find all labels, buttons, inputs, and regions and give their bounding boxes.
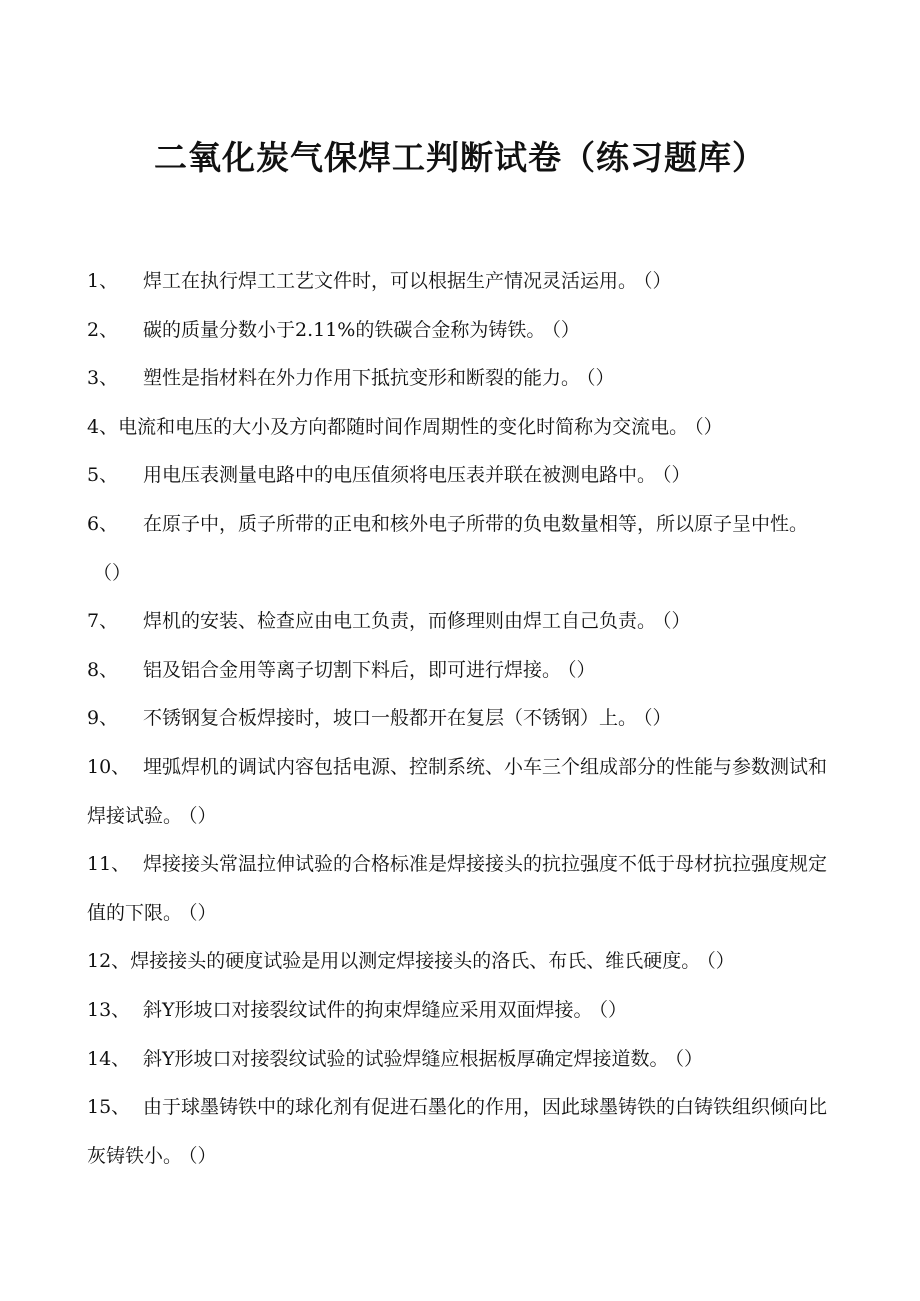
question-number: 9、	[87, 707, 119, 730]
answer-blank: （）	[706, 950, 735, 973]
answer-blank: （）	[188, 1144, 217, 1167]
question-item	[87, 1035, 832, 1084]
answer-blank: （）	[643, 707, 672, 730]
question-item	[87, 306, 832, 355]
question-number: 2、	[87, 318, 119, 341]
question-number: 7、	[87, 610, 119, 633]
question-item	[87, 500, 832, 597]
page-title: 二氧化炭气保焊工判断试卷（练习题库）	[154, 138, 766, 177]
question-item	[87, 986, 832, 1035]
question-text: 埋弧焊机的调试内容包括电源、控制系统、小车三个组成部分的性能与参数测试和焊接试验。	[87, 755, 828, 827]
answer-blank: （）	[551, 318, 580, 341]
question-number: 15、	[87, 1096, 131, 1119]
answer-blank: （）	[93, 561, 132, 584]
question-number: 6、	[87, 512, 119, 535]
answer-blank: （）	[567, 658, 596, 681]
answer-blank: （）	[598, 998, 628, 1021]
answer-blank: （）	[674, 1047, 704, 1070]
question-text: 碳的质量分数小于2.11%的铁碳合金称为铸铁。	[143, 318, 546, 341]
question-number: 5、	[87, 464, 119, 487]
question-list	[87, 257, 832, 1180]
question-item	[87, 743, 832, 840]
answer-blank: （）	[662, 464, 691, 487]
answer-blank: （）	[694, 415, 723, 438]
question-number: 13、	[87, 998, 131, 1021]
question-text: 铝及铝合金用等离子切割下料后，即可进行焊接。	[143, 658, 562, 681]
question-item	[87, 646, 832, 695]
question-text: 焊接接头的硬度试验是用以测定焊接接头的洛氏、布氏、维氏硬度。	[130, 950, 701, 973]
question-number: 4、	[87, 415, 119, 438]
question-item	[87, 840, 832, 937]
answer-blank: （）	[643, 270, 672, 292]
answer-blank: （）	[188, 804, 217, 827]
question-text: 电流和电压的大小及方向都随时间作周期性的变化时简称为交流电。	[118, 415, 689, 438]
question-item	[87, 403, 832, 452]
question-text: 焊机的安装、检查应由电工负责，而修理则由焊工自己负责。	[143, 610, 657, 633]
answer-blank: （）	[662, 610, 691, 633]
question-item	[87, 937, 832, 986]
question-item	[87, 597, 832, 646]
question-item	[87, 694, 832, 743]
question-item	[87, 1083, 832, 1180]
question-item	[87, 257, 832, 306]
question-text: 在原子中，质子所带的正电和核外电子所带的负电数量相等，所以原子呈中性。	[143, 512, 809, 535]
question-number: 14、	[87, 1047, 131, 1070]
question-text: 用电压表测量电路中的电压值须将电压表并联在被测电路中。	[143, 464, 657, 487]
question-text: 斜Y形坡口对接裂纹试验的试验焊缝应根据板厚确定焊接道数。	[143, 1047, 669, 1070]
question-text: 由于球墨铸铁中的球化剂有促进石墨化的作用，因此球墨铸铁的白铸铁组织倾向比灰铸铁小。	[87, 1096, 828, 1167]
question-item	[87, 354, 832, 403]
question-text: 焊接接头常温拉伸试验的合格标准是焊接接头的抗拉强度不低于母材抗拉强度规定值的下限。	[87, 853, 828, 924]
question-number: 11、	[87, 853, 131, 876]
answer-blank: （）	[188, 901, 217, 924]
question-number: 3、	[87, 367, 119, 390]
question-number: 1、	[87, 270, 119, 292]
question-text: 塑性是指材料在外力作用下抵抗变形和断裂的能力。	[143, 367, 581, 390]
question-text: 不锈钢复合板焊接时，坡口一般都开在复层（不锈钢）上。	[143, 707, 638, 730]
question-text: 焊工在执行焊工工艺文件时，可以根据生产情况灵活运用。	[143, 270, 638, 292]
answer-blank: （）	[586, 367, 615, 390]
question-item	[87, 451, 832, 500]
question-number: 10、	[87, 755, 131, 778]
question-text: 斜Y形坡口对接裂纹试件的拘束焊缝应采用双面焊接。	[143, 998, 593, 1021]
question-number: 8、	[87, 658, 119, 681]
question-number: 12、	[87, 950, 131, 973]
